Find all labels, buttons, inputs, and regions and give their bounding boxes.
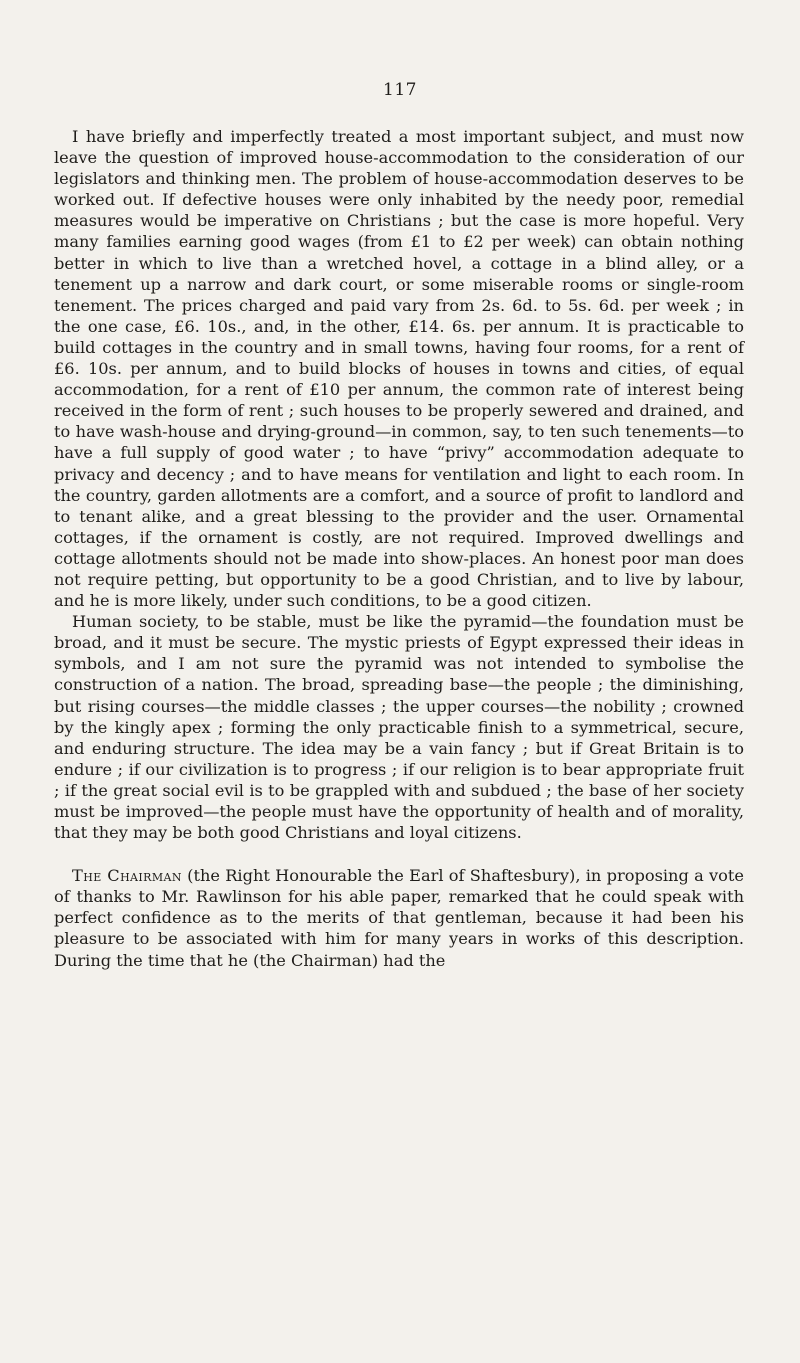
paragraph-spacer [54,843,744,865]
paragraph-chairman [54,865,744,970]
paragraph-pyramid: Human society, to be stable, must be like the pyramid—the foundation must be broad, and it must be secure. The mystic priests of Egypt expressed their ideas in symbols, and I am not sure the pyramid was not intended to symbolise the construction of a nation. The broad, spreading base—the people ; the diminishing, but rising courses—the middle classes ; the upper courses—the nobility ; crowned by the kingly apex ; forming the only practicable finish to a symmetrical, secure, and enduring structure. The idea may be a vain fancy ; but if Great Britain is to endure ; if our civilization is to progress ; if our religion is to bear appropriate fruit ; if the great social evil is to be grappled with and subdued ; the base of her society must be improved—the people must have the opportunity of health and of morality, that they may be both good Christians and loyal citizens. [54,612,744,843]
chairman-remarks: (the Right Honourable the Earl of Shaftesbury), in proposing a vote of thanks to Mr. Rawlinson for his able paper, remarked that he could speak with perfect confidence as to the merits of that gentleman, because it had been his pleasure to be associated with him for many years in works of this description. During the time that he (the Chairman) had the [54,866,744,970]
body-text [54,126,744,971]
page-number: 117 [383,80,417,100]
paragraph-house-accommodation: I have briefly and imperfectly treated a most important subject, and must now leave the question of improved house-accommodation to the consideration of our legislators and thinking men. The problem of house-accommodation deserves to be worked out. If defective houses were only inhabited by the needy poor, remedial measures would be imperative on Christians ; but the case is more hopeful. Very many families earning good wages (from £1 to £2 per week) can obtain nothing better in which to live than a wretched hovel, a cottage in a blind alley, or a tenement up a narrow and dark court, or some miserable rooms or single-room tenement. The prices charged and paid vary from 2s. 6d. to 5s. 6d. per week ; in the one case, £6. 10s., and, in the other, £14. 6s. per annum. It is practicable to build cottages in the country and in small towns, having four rooms, for a rent of £6. 10s. per annum, and to build blocks of houses in towns and cities, of equal accommodation, for a rent of £10 per annum, the common rate of interest being received in the form of rent ; such houses to be properly sewered and drained, and to have wash-house and drying-ground—in common, say, to ten such tenements—to have a full supply of good water ; to have “privy” accommodation adequate to privacy and decency ; and to have means for ventilation and light to each room. In the country, garden allotments are a comfort, and a source of profit to landlord and to tenant alike, and a great blessing to the provider and the user. Ornamental cottages, if the ornament is costly, are not required. Improved dwellings and cottage allotments should not be made into show-places. An honest poor man does not require petting, but opportunity to be a good Christian, and to live by labour, and he is more likely, under such conditions, to be a good citizen. [54,127,744,611]
speaker-name: The Chairman [72,866,182,886]
